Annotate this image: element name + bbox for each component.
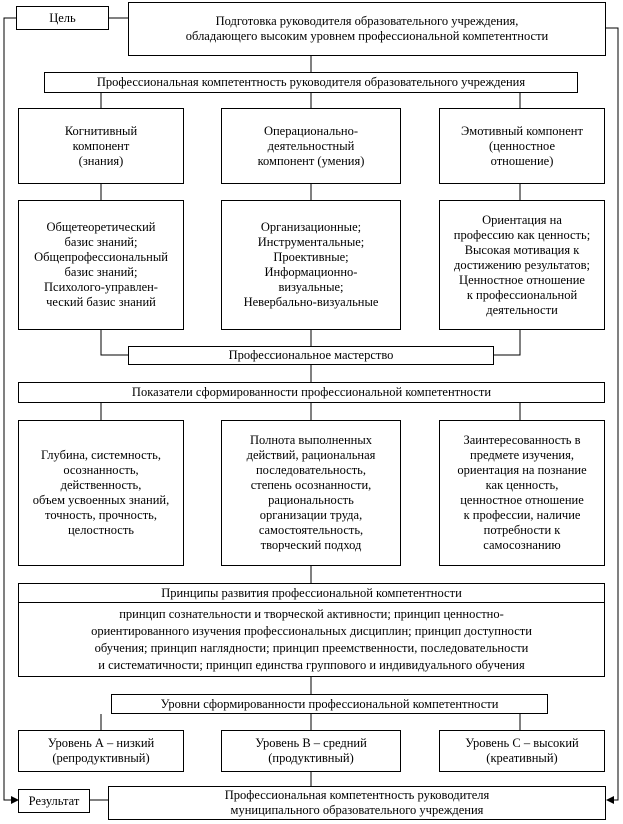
indicator-cognitive-text: Глубина, системность, осознанность, действенность, объем усвоенных знаний, точность, прочность, целостность — [32, 448, 170, 537]
component-cognitive-title: Когнитивный компонент (знания) — [64, 123, 138, 168]
goal-label-box — [16, 6, 109, 30]
indicator-operational-text: Полнота выполненных действий, рациональная последовательность, степень осознанности, рациональность организации труда, самостоятельность, творческий подход — [246, 433, 376, 552]
principles-box — [18, 602, 605, 677]
result-text: Профессиональная компетентность руководителя муниципального образовательного учреждения — [224, 788, 490, 817]
competence-header-text: Профессиональная компетентность руководителя образовательного учреждения — [96, 75, 526, 89]
level-c-text: Уровень С – высокий (креативный) — [465, 736, 579, 765]
component-operational-title: Операционально- деятельностный компонент (умения) — [257, 123, 365, 168]
emotive-content — [439, 200, 605, 330]
goal-label: Цель — [49, 10, 76, 25]
indicators-header — [18, 382, 605, 403]
goal-box — [128, 2, 606, 56]
principles-header — [18, 583, 605, 603]
left-arrow-line — [4, 18, 18, 800]
component-emotive — [439, 108, 605, 184]
level-a — [18, 730, 184, 772]
level-b-text: Уровень В – средний (продуктивный) — [255, 736, 367, 765]
emotive-content-text: Ориентация на профессию как ценность; Высокая мотивация к достижению результатов; Ценностное отношение к профессиональной деятельности — [453, 212, 591, 317]
levels-header-text: Уровни сформированности профессиональной компетентности — [160, 696, 499, 711]
component-operational — [221, 108, 401, 184]
result-box — [108, 786, 606, 820]
result-label: Результат — [28, 793, 80, 808]
indicator-emotive — [439, 420, 605, 566]
mastery-text: Профессиональное мастерство — [228, 348, 394, 362]
indicator-cognitive — [18, 420, 184, 566]
principles-text: принцип сознательности и творческой активности; принцип ценностно- ориентированного изучения профессиональных дисциплин; принцип доступности обучения; принцип наглядности; принцип преемственности, последовательности и систематичности; принцип единства группового и индивидуального обучения — [91, 606, 532, 672]
indicator-operational — [221, 420, 401, 566]
operational-content-text: Организационные; Инструментальные; Проективные; Информационно- визуальные; Невербально-визуальные — [243, 220, 379, 309]
right-arrow-line — [606, 28, 618, 800]
indicators-header-text: Показатели сформированности профессиональной компетентности — [131, 385, 492, 399]
mastery-box — [128, 346, 494, 365]
cognitive-content-text: Общетеоретический базис знаний; Общепрофессиональный базис знаний; Психолого-управлен- ческий базис знаний — [34, 220, 168, 309]
level-b — [221, 730, 401, 772]
component-cognitive — [18, 108, 184, 184]
competence-header — [44, 72, 578, 93]
goal-text: Подготовка руководителя образовательного учреждения, обладающего высоким уровнем профессиональной компетентности — [185, 14, 549, 43]
cognitive-content — [18, 200, 184, 330]
levels-header — [111, 694, 548, 714]
operational-content — [221, 200, 401, 330]
indicator-emotive-text: Заинтересованность в предмете изучения, ориентация на познание как ценность, ценностное отношение к профессии, наличие потребности к самосознанию — [457, 433, 587, 552]
level-c — [439, 730, 605, 772]
result-label-box — [18, 789, 90, 813]
component-emotive-title: Эмотивный компонент (ценностное отношение) — [461, 123, 583, 168]
principles-header-text: Принципы развития профессиональной компетентности — [161, 585, 462, 600]
level-a-text: Уровень А – низкий (репродуктивный) — [47, 736, 155, 765]
